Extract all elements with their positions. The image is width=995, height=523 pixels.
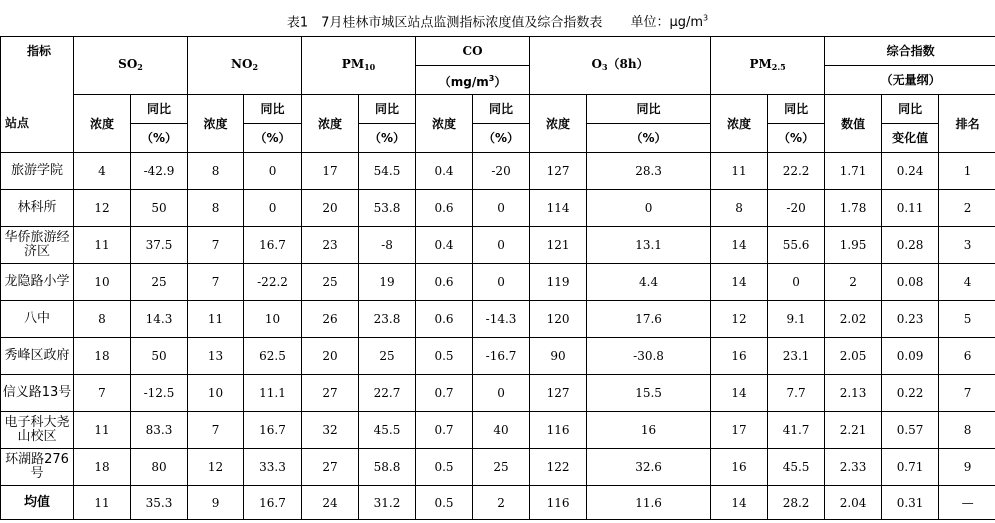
table-row — [1, 190, 995, 227]
cell-no2-yoy: 0 — [244, 190, 302, 227]
header-co-unit — [416, 66, 530, 95]
cell-no2-yoy: 10 — [244, 301, 302, 338]
cell-index-yoy: 0.08 — [882, 264, 939, 301]
table-row — [1, 301, 995, 338]
cell-co: 0.4 — [416, 227, 473, 264]
header-co — [416, 37, 530, 66]
corner-indicator — [1, 37, 74, 66]
header-dimensionless — [825, 66, 995, 95]
table-row — [1, 412, 995, 449]
cell-pm25: 14 — [711, 375, 768, 412]
header-no2 — [188, 37, 302, 95]
cell-index-yoy: 0.71 — [882, 449, 939, 486]
cell-pm25: 17 — [711, 412, 768, 449]
pm10-yoy-header: 同比 — [359, 95, 416, 124]
cell-no2: 8 — [188, 190, 244, 227]
cell-pm10: 20 — [302, 190, 359, 227]
cell-so2-yoy: 50 — [131, 338, 188, 375]
cell-rank: 5 — [939, 301, 995, 338]
o3-yoy-header: 同比 — [587, 95, 711, 124]
cell-pm10-yoy: 53.8 — [359, 190, 416, 227]
cell-o3-yoy: 32.6 — [587, 449, 711, 486]
cell-o3-yoy: 13.1 — [587, 227, 711, 264]
cell-co: 0.6 — [416, 301, 473, 338]
cell-pm25-yoy: 9.1 — [768, 301, 825, 338]
cell-co: 0.5 — [416, 486, 473, 520]
cell-o3: 122 — [530, 449, 587, 486]
cell-index-yoy: 0.11 — [882, 190, 939, 227]
cell-index-yoy: 0.09 — [882, 338, 939, 375]
cell-no2-yoy: 0 — [244, 153, 302, 190]
header-pm10 — [302, 37, 416, 95]
cell-pm10: 27 — [302, 449, 359, 486]
index-change-header: 变化值 — [882, 124, 939, 153]
pm25-conc-header: 浓度 — [711, 95, 768, 153]
cell-so2-yoy: 14.3 — [131, 301, 188, 338]
table-row — [1, 227, 995, 264]
cell-co-yoy: 25 — [473, 449, 530, 486]
cell-so2-yoy: 25 — [131, 264, 188, 301]
co-yoy-header: 同比 — [473, 95, 530, 124]
pm10-pct-header: （%） — [359, 124, 416, 153]
so2-sub: 2 — [137, 62, 143, 72]
cell-pm10: 23 — [302, 227, 359, 264]
table-row — [1, 449, 995, 486]
cell-co: 0.6 — [416, 264, 473, 301]
cell-o3: 116 — [530, 486, 587, 520]
composite-label: 综合指数 — [886, 44, 935, 58]
header-o3 — [530, 37, 711, 95]
cell-co: 0.5 — [416, 449, 473, 486]
cell-pm25-yoy: 23.1 — [768, 338, 825, 375]
cell-no2-yoy: 11.1 — [244, 375, 302, 412]
station-name-cell: 八中 — [1, 301, 74, 338]
so2-label: SO — [118, 57, 138, 71]
co-unit: （mg/m — [438, 74, 489, 89]
unit-sup: 3 — [703, 14, 709, 23]
cell-so2-yoy: -12.5 — [131, 375, 188, 412]
unit-label — [630, 15, 708, 30]
dimensionless-label: （无量纲） — [880, 73, 941, 87]
cell-co: 0.7 — [416, 412, 473, 449]
index-value-header: 数值 — [825, 95, 882, 153]
corner-spacer — [1, 66, 74, 95]
no2-label: NO — [231, 57, 253, 71]
cell-no2-yoy: 16.7 — [244, 412, 302, 449]
pm25-pct-header: （%） — [768, 124, 825, 153]
cell-co-yoy: -14.3 — [473, 301, 530, 338]
pm25-yoy-header: 同比 — [768, 95, 825, 124]
station-name-cell: 秀峰区政府 — [1, 338, 74, 375]
cell-no2: 7 — [188, 412, 244, 449]
o3-sub: 3 — [601, 62, 608, 72]
station-label: 站点 — [5, 116, 30, 131]
cell-pm25-yoy: 45.5 — [768, 449, 825, 486]
cell-pm10-yoy: 22.7 — [359, 375, 416, 412]
pm25-label: PM — [749, 57, 772, 71]
cell-rank: 1 — [939, 153, 995, 190]
station-name-cell: 电子科大尧山校区 — [1, 412, 74, 449]
cell-o3: 119 — [530, 264, 587, 301]
cell-index: 2.05 — [825, 338, 882, 375]
mean-row — [1, 486, 995, 520]
cell-index: 2.13 — [825, 375, 882, 412]
cell-pm25: 11 — [711, 153, 768, 190]
cell-co-yoy: 0 — [473, 190, 530, 227]
cell-o3-yoy: 0 — [587, 190, 711, 227]
pm25-sub: 2.5 — [771, 62, 786, 72]
cell-no2: 10 — [188, 375, 244, 412]
cell-rank: 6 — [939, 338, 995, 375]
cell-no2-yoy: 33.3 — [244, 449, 302, 486]
cell-pm25-yoy: 0 — [768, 264, 825, 301]
table-row — [1, 153, 995, 190]
cell-index: 2.21 — [825, 412, 882, 449]
cell-pm10-yoy: 45.5 — [359, 412, 416, 449]
table-caption: 表1 7月桂林市城区站点监测指标浓度值及综合指数表 — [286, 15, 603, 31]
cell-so2: 8 — [74, 301, 131, 338]
so2-conc-header: 浓度 — [74, 95, 131, 153]
so2-yoy-header: 同比 — [131, 95, 188, 124]
cell-pm25: 8 — [711, 190, 768, 227]
station-name-cell: 旅游学院 — [1, 153, 74, 190]
cell-no2-yoy: 16.7 — [244, 486, 302, 520]
cell-so2: 11 — [74, 227, 131, 264]
cell-o3: 127 — [530, 153, 587, 190]
cell-pm25-yoy: 7.7 — [768, 375, 825, 412]
cell-co: 0.7 — [416, 375, 473, 412]
o3-tail: （8h） — [607, 57, 649, 71]
o3-conc-header: 浓度 — [530, 95, 587, 153]
cell-so2: 18 — [74, 338, 131, 375]
cell-co-yoy: 0 — [473, 227, 530, 264]
cell-pm10: 27 — [302, 375, 359, 412]
cell-pm10: 24 — [302, 486, 359, 520]
o3-pct-header: （%） — [587, 124, 711, 153]
cell-co: 0.5 — [416, 338, 473, 375]
cell-co: 0.6 — [416, 190, 473, 227]
cell-o3: 127 — [530, 375, 587, 412]
station-name-cell: 环湖路276号 — [1, 449, 74, 486]
header-pm25 — [711, 37, 825, 95]
no2-sub: 2 — [252, 62, 259, 72]
cell-rank: 7 — [939, 375, 995, 412]
cell-pm25: 16 — [711, 449, 768, 486]
cell-no2: 9 — [188, 486, 244, 520]
cell-no2-yoy: 16.7 — [244, 227, 302, 264]
cell-co-yoy: -20 — [473, 153, 530, 190]
cell-o3: 114 — [530, 190, 587, 227]
cell-so2-yoy: 83.3 — [131, 412, 188, 449]
table-row — [1, 338, 995, 375]
table-title — [0, 6, 995, 32]
cell-index-yoy: 0.31 — [882, 486, 939, 520]
cell-co-yoy: 0 — [473, 264, 530, 301]
cell-index: 1.95 — [825, 227, 882, 264]
cell-o3-yoy: -30.8 — [587, 338, 711, 375]
cell-index: 2.33 — [825, 449, 882, 486]
cell-o3: 120 — [530, 301, 587, 338]
cell-index: 1.71 — [825, 153, 882, 190]
station-name-cell: 信义路13号 — [1, 375, 74, 412]
o3-label: O — [591, 57, 602, 71]
cell-rank: 3 — [939, 227, 995, 264]
cell-o3: 90 — [530, 338, 587, 375]
cell-o3-yoy: 15.5 — [587, 375, 711, 412]
co-conc-header: 浓度 — [416, 95, 473, 153]
so2-pct-header: （%） — [131, 124, 188, 153]
station-name-cell: 华侨旅游经济区 — [1, 227, 74, 264]
cell-so2-yoy: -42.9 — [131, 153, 188, 190]
cell-pm25-yoy: 28.2 — [768, 486, 825, 520]
cell-index-yoy: 0.57 — [882, 412, 939, 449]
header-composite — [825, 37, 995, 66]
cell-no2: 7 — [188, 264, 244, 301]
co-unit-sup: 3 — [488, 73, 495, 83]
cell-co-yoy: 2 — [473, 486, 530, 520]
cell-rank: 8 — [939, 412, 995, 449]
cell-o3-yoy: 4.4 — [587, 264, 711, 301]
cell-so2-yoy: 50 — [131, 190, 188, 227]
cell-pm10-yoy: 19 — [359, 264, 416, 301]
unit-text: 单位：μg/m — [630, 15, 704, 31]
table-row — [1, 375, 995, 412]
cell-pm10: 25 — [302, 264, 359, 301]
indicator-label: 指标 — [27, 44, 52, 59]
cell-so2: 4 — [74, 153, 131, 190]
cell-index-yoy: 0.28 — [882, 227, 939, 264]
no2-pct-header: （%） — [244, 124, 302, 153]
cell-so2: 11 — [74, 486, 131, 520]
cell-so2: 12 — [74, 190, 131, 227]
cell-rank: — — [939, 486, 995, 520]
corner-station — [1, 95, 74, 153]
cell-pm25-yoy: 55.6 — [768, 227, 825, 264]
cell-pm10: 17 — [302, 153, 359, 190]
cell-rank: 2 — [939, 190, 995, 227]
cell-pm25-yoy: -20 — [768, 190, 825, 227]
cell-so2: 7 — [74, 375, 131, 412]
cell-pm25-yoy: 22.2 — [768, 153, 825, 190]
table-row — [1, 264, 995, 301]
pm10-conc-header: 浓度 — [302, 95, 359, 153]
cell-pm10-yoy: 23.8 — [359, 301, 416, 338]
cell-so2: 10 — [74, 264, 131, 301]
cell-pm25: 14 — [711, 486, 768, 520]
station-name-cell: 均值 — [1, 486, 74, 520]
cell-so2: 18 — [74, 449, 131, 486]
cell-pm25: 14 — [711, 264, 768, 301]
no2-yoy-header: 同比 — [244, 95, 302, 124]
cell-o3-yoy: 16 — [587, 412, 711, 449]
cell-pm10-yoy: 54.5 — [359, 153, 416, 190]
cell-index-yoy: 0.23 — [882, 301, 939, 338]
cell-o3: 121 — [530, 227, 587, 264]
co-unit-end: ） — [494, 74, 507, 89]
cell-no2: 13 — [188, 338, 244, 375]
cell-pm10-yoy: 31.2 — [359, 486, 416, 520]
cell-no2: 12 — [188, 449, 244, 486]
cell-no2: 8 — [188, 153, 244, 190]
cell-so2: 11 — [74, 412, 131, 449]
monitoring-table — [0, 36, 995, 520]
cell-no2: 11 — [188, 301, 244, 338]
cell-index: 2.02 — [825, 301, 882, 338]
cell-no2: 7 — [188, 227, 244, 264]
cell-pm10: 26 — [302, 301, 359, 338]
station-name-cell: 龙隐路小学 — [1, 264, 74, 301]
cell-co-yoy: 40 — [473, 412, 530, 449]
index-yoy-header: 同比 — [882, 95, 939, 124]
cell-pm10-yoy: 58.8 — [359, 449, 416, 486]
cell-co-yoy: -16.7 — [473, 338, 530, 375]
cell-co-yoy: 0 — [473, 375, 530, 412]
cell-index: 2 — [825, 264, 882, 301]
cell-no2-yoy: -22.2 — [244, 264, 302, 301]
cell-o3-yoy: 17.6 — [587, 301, 711, 338]
co-label: CO — [462, 44, 483, 58]
cell-pm25: 14 — [711, 227, 768, 264]
cell-index-yoy: 0.22 — [882, 375, 939, 412]
cell-pm10-yoy: 25 — [359, 338, 416, 375]
no2-conc-header: 浓度 — [188, 95, 244, 153]
cell-no2-yoy: 62.5 — [244, 338, 302, 375]
cell-pm10: 32 — [302, 412, 359, 449]
cell-index: 2.04 — [825, 486, 882, 520]
cell-index-yoy: 0.24 — [882, 153, 939, 190]
cell-rank: 4 — [939, 264, 995, 301]
cell-pm10-yoy: -8 — [359, 227, 416, 264]
pm10-label: PM — [341, 57, 365, 71]
cell-pm10: 20 — [302, 338, 359, 375]
cell-so2-yoy: 37.5 — [131, 227, 188, 264]
cell-o3-yoy: 28.3 — [587, 153, 711, 190]
cell-pm25: 16 — [711, 338, 768, 375]
cell-co: 0.4 — [416, 153, 473, 190]
header-so2 — [74, 37, 188, 95]
co-pct-header: （%） — [473, 124, 530, 153]
cell-o3: 116 — [530, 412, 587, 449]
cell-index: 1.78 — [825, 190, 882, 227]
rank-header: 排名 — [939, 95, 995, 153]
cell-so2-yoy: 80 — [131, 449, 188, 486]
cell-so2-yoy: 35.3 — [131, 486, 188, 520]
cell-pm25: 12 — [711, 301, 768, 338]
cell-o3-yoy: 11.6 — [587, 486, 711, 520]
cell-rank: 9 — [939, 449, 995, 486]
station-name-cell: 林科所 — [1, 190, 74, 227]
pm10-sub: 10 — [364, 62, 376, 72]
cell-pm25-yoy: 41.7 — [768, 412, 825, 449]
